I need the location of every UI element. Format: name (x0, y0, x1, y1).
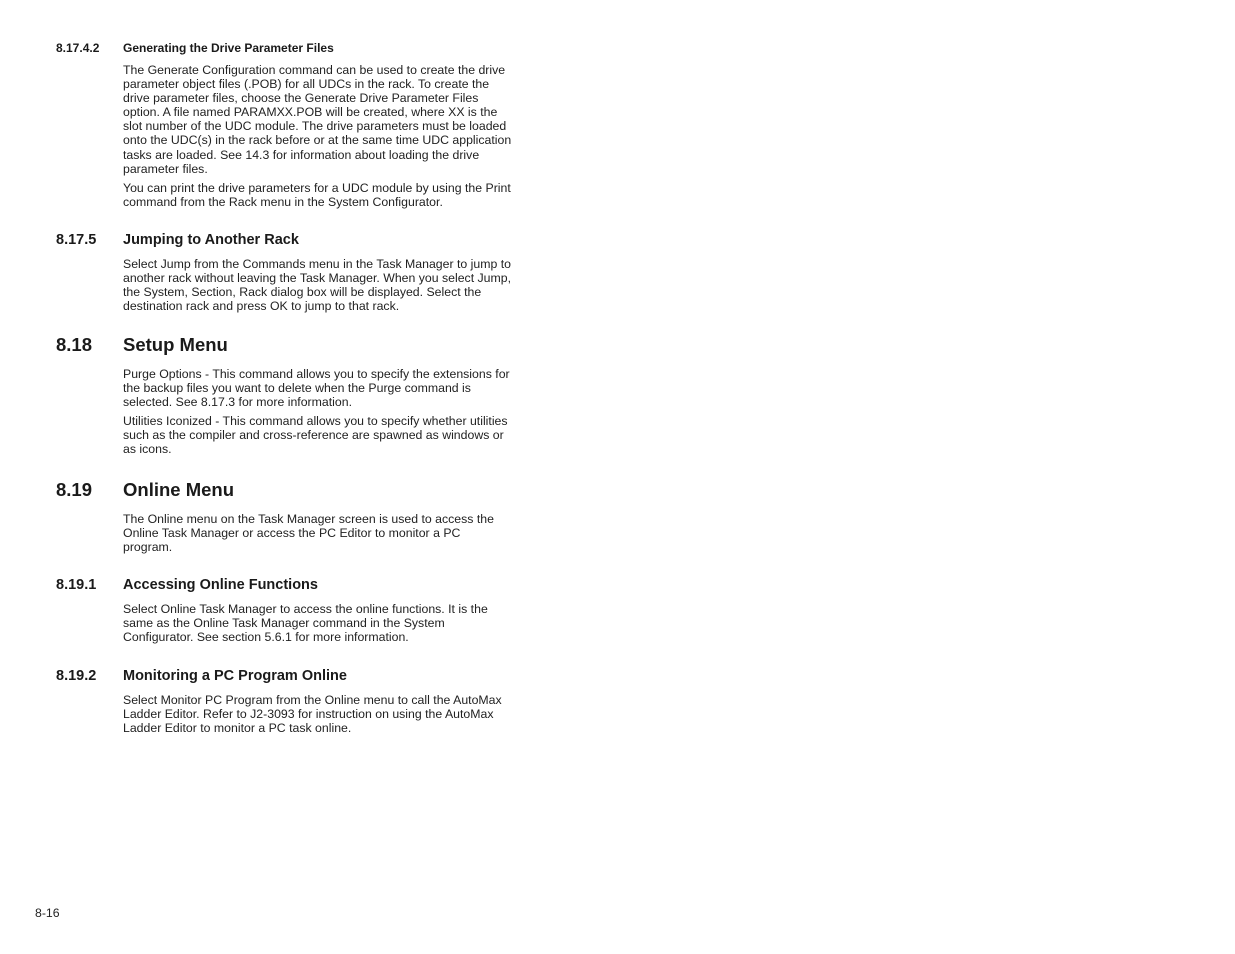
section-number: 8.18 (56, 334, 93, 355)
section-title: Online Menu (123, 479, 234, 500)
paragraph: The Online menu on the Task Manager screen is used to access the Online Task Manager or access the PC Editor to monitor a PC program. (123, 512, 494, 555)
section-8-17-5 (56, 232, 516, 318)
section-8-19-1 (56, 577, 516, 649)
section-8-17-4-2 (56, 41, 516, 214)
paragraph: Select Jump from the Commands menu in the Task Manager to jump to another rack without leaving the Task Manager. When you select Jump, the System, Section, Rack dialog box will be displayed. Select the destination rack and press OK to jump to that rack. (123, 257, 512, 314)
section-heading (56, 41, 516, 63)
section-number: 8.17.5 (56, 232, 97, 248)
section-heading (56, 334, 516, 367)
section-title: Setup Menu (123, 334, 228, 355)
section-heading (56, 232, 516, 257)
section-heading (56, 577, 516, 602)
section-title: Accessing Online Functions (123, 577, 318, 593)
section-8-18 (56, 334, 516, 462)
section-number: 8.19.1 (56, 577, 97, 593)
paragraph: Purge Options - This command allows you to specify the extensions for the backup files you want to delete when the Purge command is selected. See 8.17.3 for more information. (123, 367, 510, 410)
paragraph: Select Online Task Manager to access the online functions. It is the same as the Online Task Manager command in the System Configurator. See section 5.6.1 for more information. (123, 602, 488, 645)
paragraph: You can print the drive parameters for a UDC module by using the Print command from the Rack menu in the System Configurator. (123, 180, 511, 209)
section-heading (56, 668, 516, 693)
paragraph: Utilities Iconized - This command allows you to specify whether utilities such as the compiler and cross-reference are spawned as windows or as icons. (123, 414, 508, 457)
section-8-19 (56, 479, 516, 559)
section-title: Jumping to Another Rack (123, 232, 299, 248)
section-8-19-2 (56, 668, 516, 740)
section-number: 8.19.2 (56, 668, 97, 684)
section-number: 8.19 (56, 479, 93, 500)
paragraph: Select Monitor PC Program from the Online menu to call the AutoMax Ladder Editor. Refer to J2-3093 for instruction on using the AutoMax Ladder Editor to monitor a PC task online. (123, 693, 502, 736)
section-heading (56, 479, 516, 512)
section-title: Generating the Drive Parameter Files (123, 41, 334, 55)
page-number: 8-16 (35, 906, 60, 920)
section-number: 8.17.4.2 (56, 41, 100, 55)
paragraph: The Generate Configuration command can be used to create the drive parameter object files (.POB) for all UDCs in the rack. To create the drive parameter files, choose the Generate Drive Parameter Files option. A file named PARAMXX.POB will be created, where XX is the slot number of the UDC module. The drive parameters must be loaded onto the UDC(s) in the rack before or at the same time UDC application tasks are loaded. See 14.3 for information about loading the drive parameter files. (123, 63, 512, 176)
section-title: Monitoring a PC Program Online (123, 668, 347, 684)
